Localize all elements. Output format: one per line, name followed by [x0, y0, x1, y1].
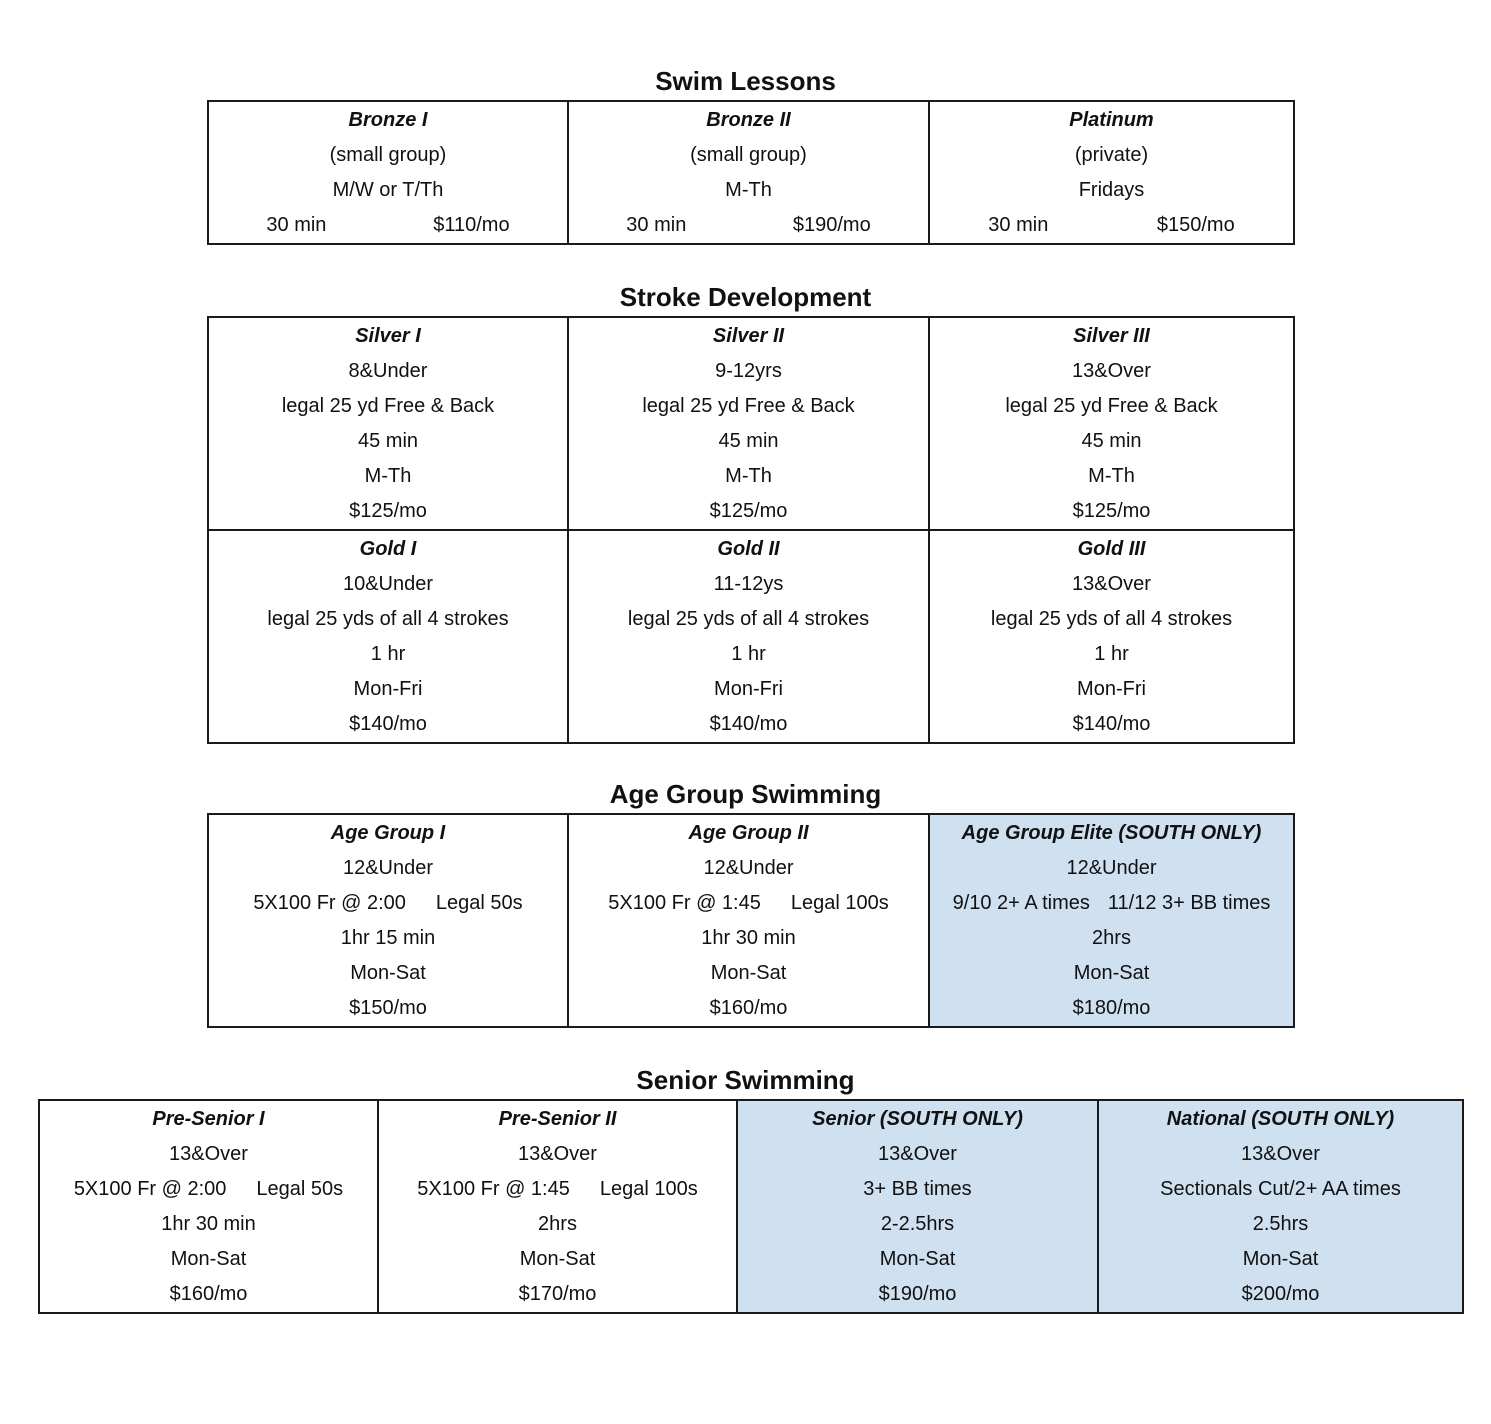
- price: $200/mo: [1241, 1283, 1320, 1305]
- age: 12&Under: [703, 857, 794, 879]
- requirement-9-10: 9/10 2+ A times: [952, 892, 1090, 914]
- level-name: Silver II: [712, 325, 785, 347]
- price: $125/mo: [1072, 500, 1151, 522]
- senior-cell-senior: [737, 1100, 1098, 1313]
- days: Mon-Sat: [519, 1248, 596, 1270]
- duration: 30 min: [988, 214, 1049, 236]
- level-name: National (SOUTH ONLY): [1166, 1108, 1395, 1130]
- days: Mon-Sat: [170, 1248, 247, 1270]
- age-group-cell-2: [568, 814, 929, 1027]
- table-row: [39, 1100, 1463, 1313]
- duration-price: [573, 208, 924, 243]
- duration: 1hr 30 min: [161, 1213, 256, 1235]
- price: $190/mo: [878, 1283, 957, 1305]
- days: M-Th: [725, 179, 772, 201]
- requirements: [934, 886, 1289, 921]
- level-name: Silver I: [355, 325, 421, 347]
- level-name: Gold I: [359, 538, 417, 560]
- days: Mon-Sat: [879, 1248, 956, 1270]
- age: 12&Under: [342, 857, 434, 879]
- duration: 1 hr: [1094, 643, 1129, 665]
- days: M/W or T/Th: [332, 179, 444, 201]
- senior-table: [38, 1099, 1464, 1314]
- level-name: Silver III: [1073, 325, 1150, 347]
- lesson-cell-bronze-2: [568, 101, 929, 244]
- price: $125/mo: [349, 500, 427, 522]
- stroke-development-table: [207, 316, 1295, 744]
- duration: 45 min: [718, 430, 779, 452]
- requirement-legal: Legal 100s: [599, 1178, 698, 1200]
- table-row: [208, 814, 1294, 1027]
- age-group-title: Age Group Swimming: [609, 779, 882, 809]
- requirement-set: 5X100 Fr @ 2:00: [253, 892, 406, 914]
- requirements: [573, 886, 924, 921]
- lesson-cell-bronze-1: [208, 101, 568, 244]
- age: 13&Over: [878, 1143, 957, 1165]
- age: 13&Over: [1241, 1143, 1320, 1165]
- days: Mon-Sat: [1242, 1248, 1319, 1270]
- requirement-set: 5X100 Fr @ 1:45: [608, 892, 761, 914]
- price: $180/mo: [1072, 997, 1151, 1019]
- level-name: Bronze I: [348, 109, 428, 131]
- duration: 2hrs: [1092, 927, 1131, 949]
- price: $140/mo: [349, 713, 427, 735]
- requirement-legal: Legal 50s: [435, 892, 523, 914]
- senior-cell-pre-senior-1: [39, 1100, 378, 1313]
- duration: 30 min: [266, 214, 327, 236]
- age: 13&Over: [518, 1143, 597, 1165]
- level-name: Age Group I: [330, 822, 446, 844]
- level-name: Bronze II: [706, 109, 791, 131]
- duration: 45 min: [1081, 430, 1142, 452]
- table-row: [208, 530, 1294, 743]
- requirement: legal 25 yds of all 4 strokes: [267, 608, 509, 630]
- duration: 1hr 15 min: [340, 927, 436, 949]
- senior-title: Senior Swimming: [636, 1065, 855, 1095]
- requirement: legal 25 yd Free & Back: [642, 395, 855, 417]
- stroke-cell-silver-3: [929, 317, 1294, 530]
- age: 13&Over: [1072, 360, 1151, 382]
- age: 13&Over: [1072, 573, 1151, 595]
- requirement: legal 25 yds of all 4 strokes: [627, 608, 870, 630]
- requirement: legal 25 yd Free & Back: [281, 395, 495, 417]
- level-name: Pre-Senior II: [498, 1108, 617, 1130]
- table-row: [208, 317, 1294, 530]
- duration: 30 min: [626, 214, 687, 236]
- requirements: [213, 886, 563, 921]
- level-name: Gold III: [1077, 538, 1146, 560]
- days: M-Th: [364, 465, 412, 487]
- senior-cell-pre-senior-2: [378, 1100, 737, 1313]
- level-name: Pre-Senior I: [152, 1108, 265, 1130]
- age-group-cell-elite: [929, 814, 1294, 1027]
- duration-price: [934, 208, 1289, 243]
- stroke-cell-gold-1: [208, 530, 568, 743]
- age: 10&Under: [342, 573, 434, 595]
- duration: 1 hr: [731, 643, 766, 665]
- level-name: Senior (SOUTH ONLY): [812, 1108, 1023, 1130]
- lesson-cell-platinum: [929, 101, 1294, 244]
- stroke-cell-gold-3: [929, 530, 1294, 743]
- swim-lessons-title: Swim Lessons: [655, 66, 836, 96]
- age: 8&Under: [348, 360, 428, 382]
- requirement-legal: Legal 100s: [790, 892, 889, 914]
- duration: 2.5hrs: [1252, 1213, 1309, 1235]
- price: $140/mo: [1072, 713, 1151, 735]
- group-type: (private): [1074, 144, 1149, 166]
- stroke-development-title: Stroke Development: [619, 282, 872, 312]
- stroke-cell-gold-2: [568, 530, 929, 743]
- days: Mon-Sat: [350, 962, 426, 984]
- price: $170/mo: [518, 1283, 597, 1305]
- duration: 1hr 30 min: [701, 927, 796, 949]
- age: 12&Under: [1066, 857, 1157, 879]
- age: 13&Over: [169, 1143, 248, 1165]
- requirement: Sectionals Cut/2+ AA times: [1160, 1178, 1401, 1200]
- age: 9-12yrs: [715, 360, 782, 382]
- group-type: (small group): [690, 144, 807, 166]
- days: Fridays: [1078, 179, 1145, 201]
- duration: 1 hr: [370, 643, 406, 665]
- senior-cell-national: [1098, 1100, 1463, 1313]
- requirement-set: 5X100 Fr @ 2:00: [73, 1178, 227, 1200]
- requirements: [383, 1172, 732, 1207]
- days: M-Th: [1088, 465, 1135, 487]
- days: Mon-Sat: [1073, 962, 1150, 984]
- price: $110/mo: [433, 214, 510, 236]
- price: $160/mo: [709, 997, 788, 1019]
- level-name: Platinum: [1069, 109, 1154, 131]
- days: Mon-Fri: [1077, 678, 1146, 700]
- level-name: Gold II: [717, 538, 780, 560]
- requirement-set: 5X100 Fr @ 1:45: [417, 1178, 570, 1200]
- price: $190/mo: [792, 214, 871, 236]
- days: Mon-Fri: [353, 678, 423, 700]
- days: Mon-Sat: [710, 962, 787, 984]
- days: M-Th: [725, 465, 772, 487]
- price: $125/mo: [709, 500, 788, 522]
- level-name: Age Group II: [688, 822, 809, 844]
- stroke-cell-silver-1: [208, 317, 568, 530]
- group-type: (small group): [329, 144, 447, 166]
- duration: 45 min: [357, 430, 419, 452]
- requirement: legal 25 yd Free & Back: [1005, 395, 1218, 417]
- requirement: 3+ BB times: [863, 1178, 972, 1200]
- table-row: [208, 101, 1294, 244]
- duration: 2-2.5hrs: [880, 1213, 955, 1235]
- requirement: legal 25 yds of all 4 strokes: [990, 608, 1233, 630]
- requirement-11-12: 11/12 3+ BB times: [1107, 892, 1271, 914]
- price: $150/mo: [349, 997, 427, 1019]
- swim-lessons-table: [207, 100, 1295, 245]
- requirements: [44, 1172, 373, 1207]
- age-group-table: [207, 813, 1295, 1028]
- duration-price: [213, 208, 563, 243]
- requirement-legal: Legal 50s: [256, 1178, 344, 1200]
- price: $160/mo: [169, 1283, 248, 1305]
- level-name: Age Group Elite (SOUTH ONLY): [961, 822, 1262, 844]
- age: 11-12ys: [713, 573, 784, 595]
- price: $140/mo: [709, 713, 788, 735]
- days: Mon-Fri: [714, 678, 783, 700]
- price: $150/mo: [1156, 214, 1235, 236]
- stroke-cell-silver-2: [568, 317, 929, 530]
- age-group-cell-1: [208, 814, 568, 1027]
- duration: 2hrs: [538, 1213, 577, 1235]
